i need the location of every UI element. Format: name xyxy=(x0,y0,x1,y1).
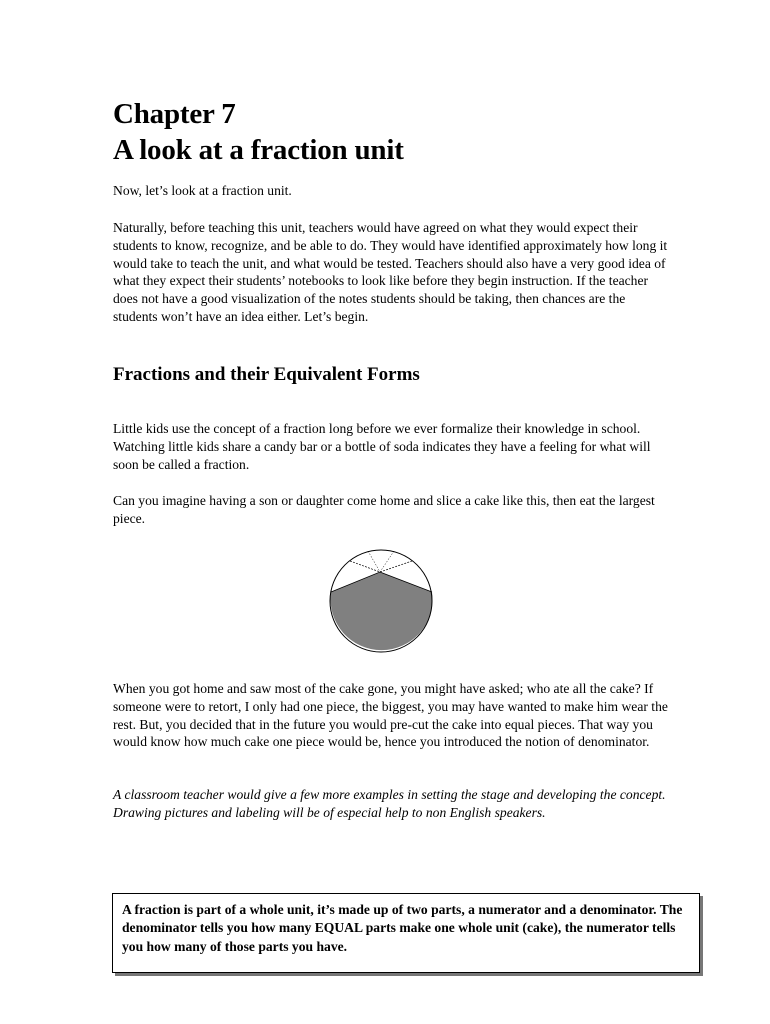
planning-paragraph: Naturally, before teaching this unit, teachers would have agreed on what they would expect their students to know, recognize, and be able to do. They would have identified approximately how long it would take to teach the unit, and what would be tested. Teachers should also have a very good idea of what they expect their students’ notebooks to look like before they begin instruction. If the teacher does not have a good visualization of the notes students should be taking, then chances are the students won’t have an idea either. Let’s begin. xyxy=(113,220,668,324)
definition-text: A fraction is part of a whole unit, it’s made up of two parts, a numerator and a denominator. The denominator tells you how many EQUAL parts make one whole unit (cake), the numerator tells you how many of those parts you have. xyxy=(122,902,683,954)
imagine-paragraph: Can you imagine having a son or daughter come home and slice a cake like this, then eat the largest piece. xyxy=(113,493,655,526)
teacher-note-paragraph: A classroom teacher would give a few more examples in setting the stage and developing the concept. Drawing pictures and labeling will be of especial help to non English speakers. xyxy=(113,787,666,820)
chapter-name: A look at a fraction unit xyxy=(113,134,404,166)
section-heading: Fractions and their Equivalent Forms xyxy=(113,364,420,385)
cake-circle-icon xyxy=(328,548,434,654)
cake-diagram xyxy=(328,548,434,654)
definition-callout-box xyxy=(112,893,700,973)
little-kids-paragraph: Little kids use the concept of a fraction long before we ever formalize their knowledge in school. Watching little kids share a candy bar or a bottle of soda indicates they have a feeling for what will soon be called a fraction. xyxy=(113,421,651,472)
intro-paragraph: Now, let’s look at a fraction unit. xyxy=(113,183,292,198)
chapter-number: Chapter 7 xyxy=(113,98,236,130)
chapter-title xyxy=(113,96,404,168)
cake-gone-paragraph: When you got home and saw most of the cake gone, you might have asked; who ate all the cake? If someone were to retort, I only had one piece, the biggest, you may have wanted to make him wear the rest. But, you decided that in the future you would pre-cut the cake into equal pieces. That way you would know how much cake one piece would be, hence you introduced the notion of denominator. xyxy=(113,681,668,750)
